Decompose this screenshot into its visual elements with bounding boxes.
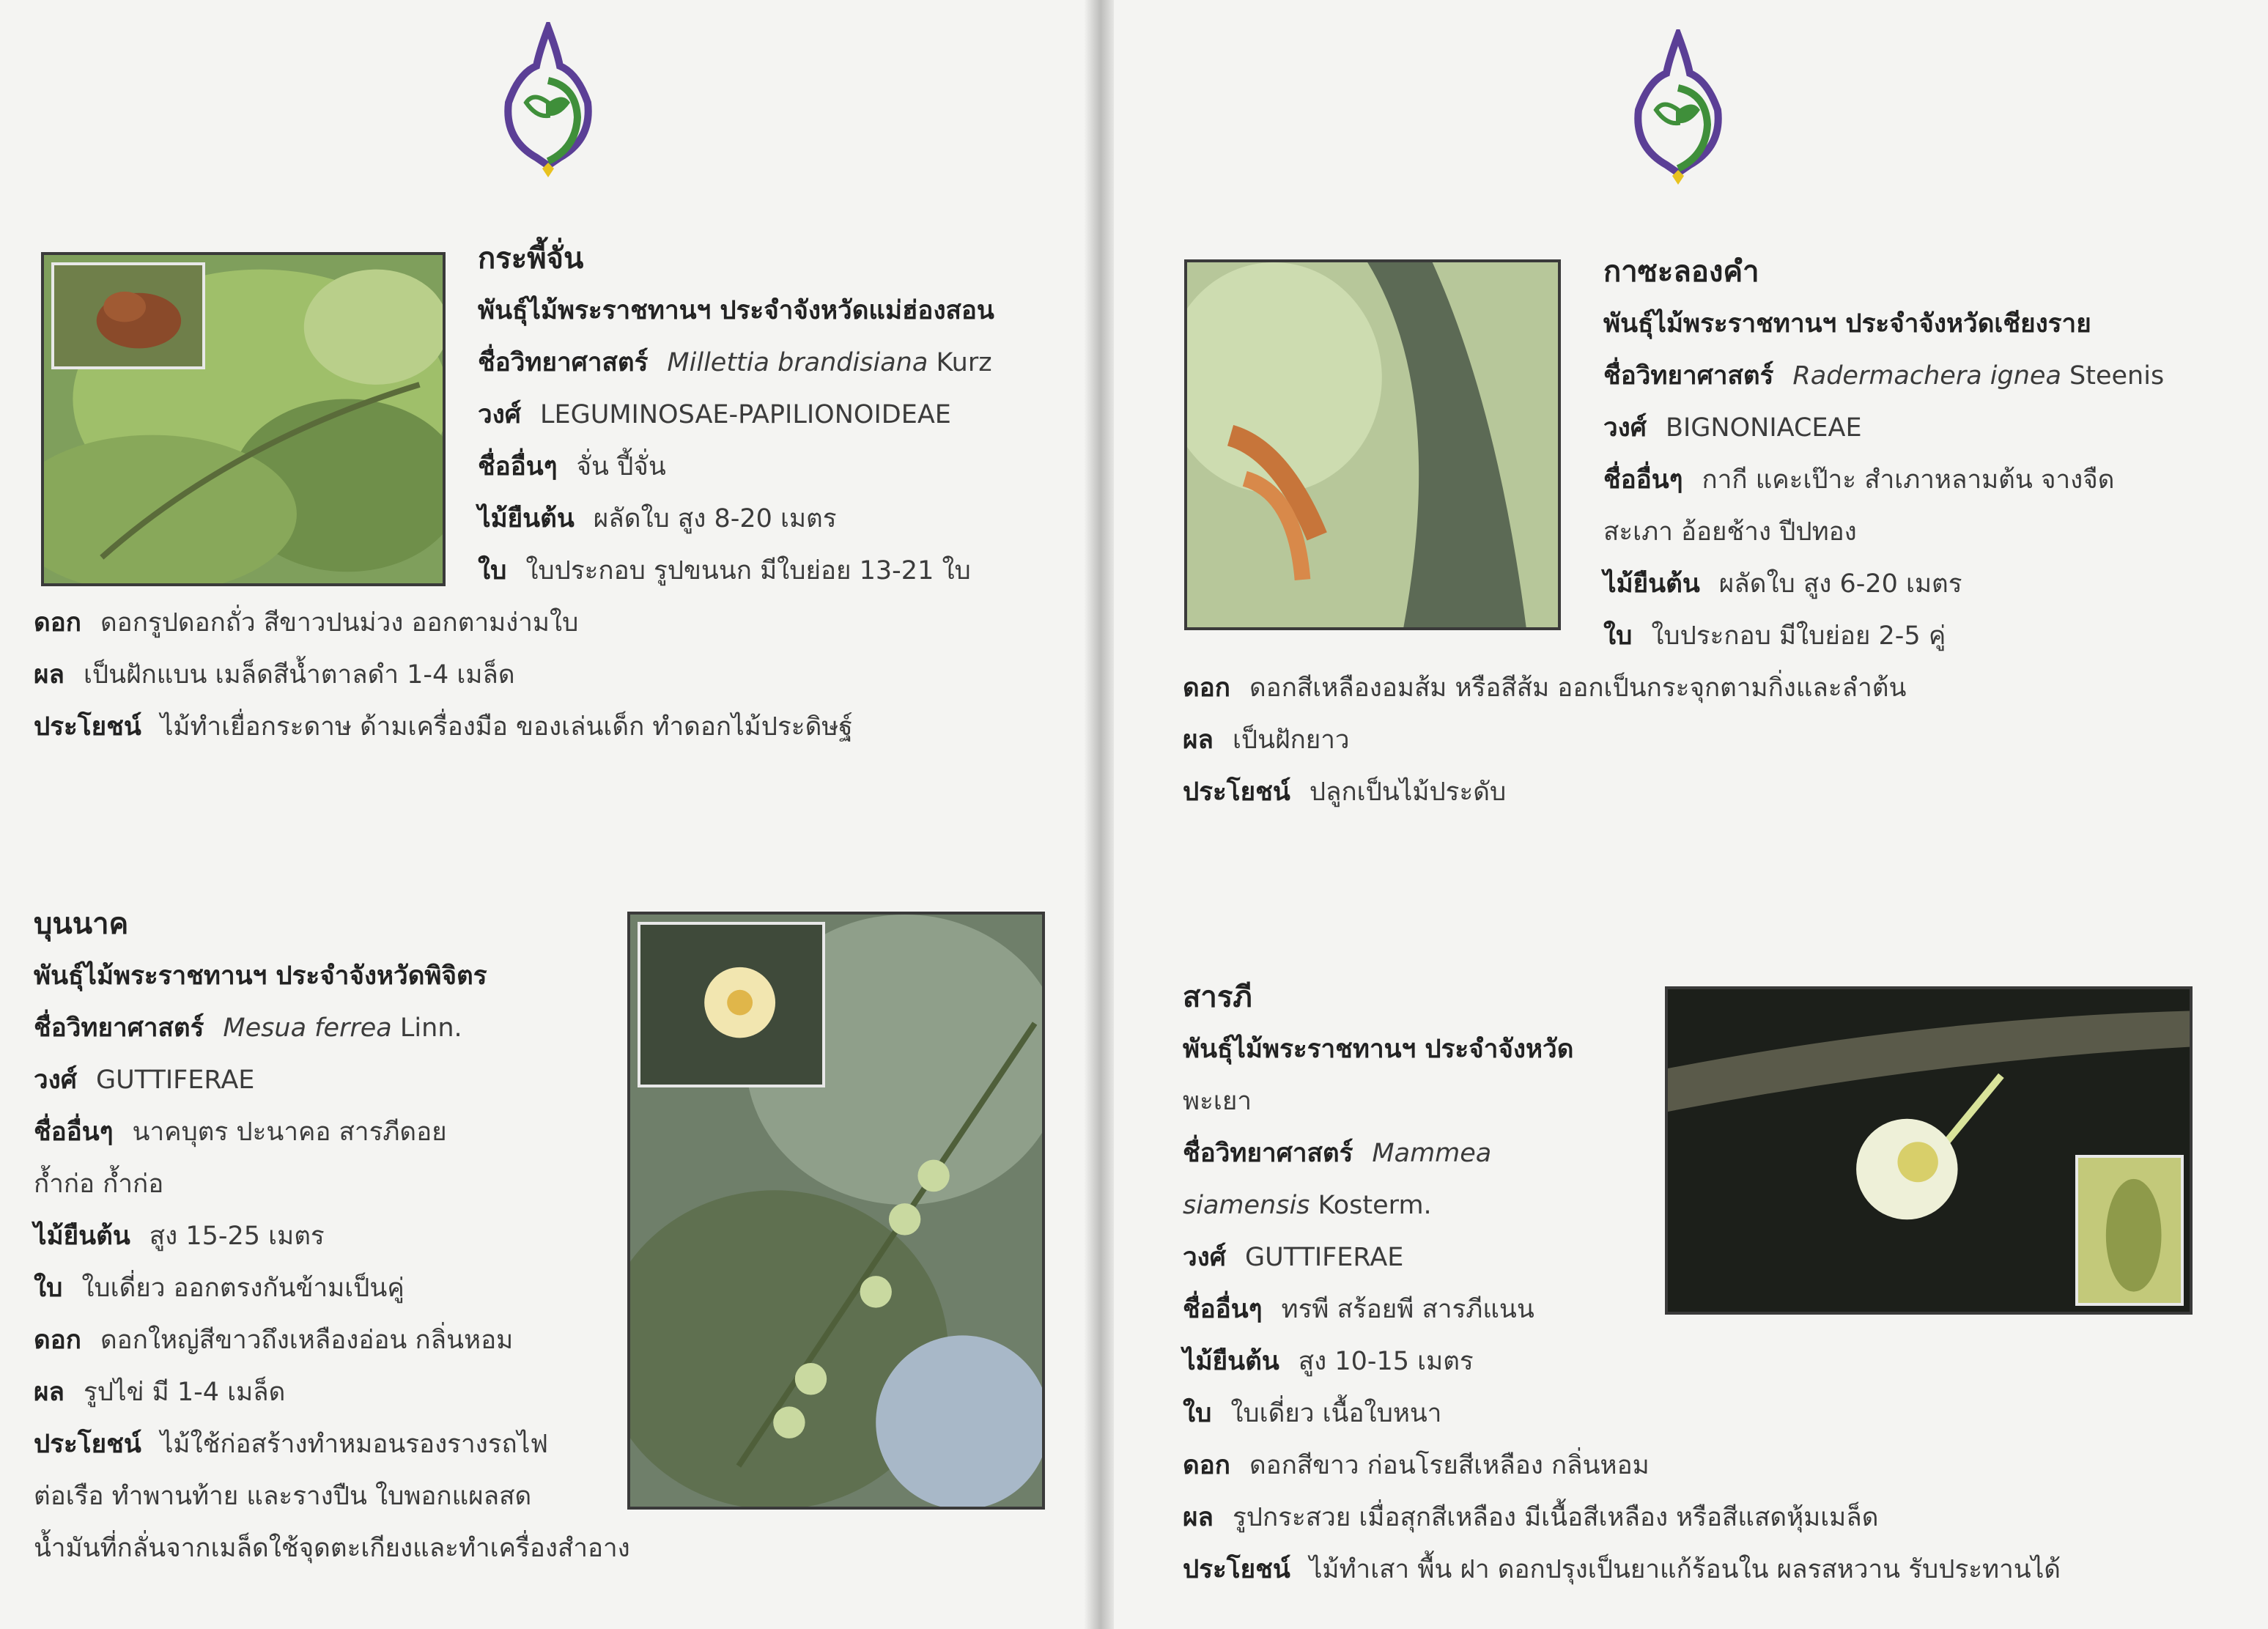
leaf-label: ใบ bbox=[1183, 1399, 1212, 1428]
family-label: วงศ์ bbox=[34, 1065, 77, 1095]
flower-label: ดอก bbox=[34, 608, 81, 638]
fruit-value: รูปไข่ มี 1-4 เมล็ด bbox=[83, 1378, 286, 1407]
sci-name: Mammea bbox=[1372, 1139, 1492, 1168]
flower-value: ดอกใหญ่สีขาวถึงเหลืองอ่อน กลิ่นหอม bbox=[100, 1326, 514, 1355]
habit-value: ผลัดใบ สูง 8-20 เมตร bbox=[593, 504, 837, 533]
leaf-label: ใบ bbox=[34, 1274, 63, 1303]
fruit-label: ผล bbox=[34, 1378, 64, 1407]
sci-name: Millettia brandisiana bbox=[667, 348, 928, 377]
habit-value: สูง 10-15 เมตร bbox=[1298, 1347, 1474, 1376]
habit-value: ผลัดใบ สูง 6-20 เมตร bbox=[1718, 569, 1962, 599]
sci-author: Steenis bbox=[2069, 361, 2165, 391]
left-page bbox=[0, 0, 1085, 1629]
entry-krapi-chan bbox=[0, 233, 1085, 753]
other-names-value-cont: ก้ำก่อ ก้ำก่อ bbox=[34, 1170, 164, 1199]
fruit-value: เป็นฝักยาว bbox=[1232, 725, 1350, 755]
other-names-value: กากี แคะเป๊าะ สำเภาหลามต้น จางจืด bbox=[1702, 465, 2115, 495]
use-label: ประโยชน์ bbox=[34, 1430, 141, 1459]
royal-emblem-icon bbox=[490, 22, 607, 183]
family-value: BIGNONIACEAE bbox=[1665, 413, 1862, 443]
leaf-label: ใบ bbox=[478, 556, 507, 586]
leaf-value: ใบเดี่ยว เนื้อใบหนา bbox=[1230, 1399, 1442, 1428]
other-names-value: จั่น ปี้จั่น bbox=[576, 452, 666, 481]
flower-value: ดอกสีเหลืองอมส้ม หรือสีส้ม ออกเป็นกระจุกตามกิ่งและลำต้น bbox=[1249, 673, 1907, 703]
use-label: ประโยชน์ bbox=[1183, 777, 1290, 807]
use-value-cont: น้ำมันที่กลั่นจากเมล็ดใช้จุดตะเกียงและทำเครื่องสำอาง bbox=[34, 1534, 630, 1563]
use-value-cont: ต่อเรือ ทำพานท้าย และรางปืน ใบพอกแผลสด bbox=[34, 1482, 532, 1511]
family-label: วงศ์ bbox=[1603, 413, 1647, 443]
leaf-value: ใบประกอบ มีใบย่อย 2-5 คู่ bbox=[1651, 621, 1946, 651]
other-names-label: ชื่ออื่นๆ bbox=[1603, 465, 1683, 495]
sci-author: Kurz bbox=[936, 348, 992, 377]
program-label: พันธุ์ไม้พระราชทานฯ ประจำจังหวัดเชียงราย bbox=[1603, 309, 2091, 339]
habit-label: ไม้ยืนต้น bbox=[478, 504, 575, 533]
family-value: LEGUMINOSAE-PAPILIONOIDEAE bbox=[539, 400, 951, 429]
program-label-cont: พะเยา bbox=[1183, 1087, 1252, 1116]
fruit-value: รูปกระสวย เมื่อสุกสีเหลือง มีเนื้อสีเหลือง หรือสีแสดหุ้มเมล็ด bbox=[1232, 1503, 1879, 1532]
flower-label: ดอก bbox=[1183, 1451, 1230, 1480]
other-names-value: ทรพี สร้อยพี สารภีแนน bbox=[1281, 1295, 1534, 1324]
sci-author: Linn. bbox=[399, 1013, 462, 1043]
habit-label: ไม้ยืนต้น bbox=[1603, 569, 1700, 599]
fruit-label: ผล bbox=[1183, 1503, 1214, 1532]
habit-label: ไม้ยืนต้น bbox=[1183, 1347, 1279, 1376]
other-names-label: ชื่ออื่นๆ bbox=[478, 452, 558, 481]
fruit-label: ผล bbox=[34, 660, 64, 690]
entry-title: กาซะลองคำ bbox=[1603, 255, 1759, 289]
other-names-label: ชื่ออื่นๆ bbox=[34, 1118, 114, 1147]
entry-title: กระพี้จั่น bbox=[478, 242, 584, 276]
use-value: ไม้ทำเสา พื้น ฝา ดอกปรุงเป็นยาแก้ร้อนใน ผลรสหวาน รับประทานได้ bbox=[1309, 1555, 2061, 1584]
family-value: GUTTIFERAE bbox=[95, 1065, 255, 1095]
other-names-label: ชื่ออื่นๆ bbox=[1183, 1295, 1263, 1324]
entry-title: บุนนาค bbox=[34, 907, 129, 941]
flower-label: ดอก bbox=[1183, 673, 1230, 703]
entry-saraphi bbox=[1114, 972, 2268, 1596]
entry-kasalong-kham bbox=[1114, 246, 2268, 819]
sci-label: ชื่อวิทยาศาสตร์ bbox=[478, 348, 649, 377]
program-label: พันธุ์ไม้พระราชทานฯ ประจำจังหวัด bbox=[1183, 1035, 1574, 1064]
flower-value: ดอกรูปดอกถั่ว สีขาวปนม่วง ออกตามง่ามใบ bbox=[100, 608, 579, 638]
family-label: วงศ์ bbox=[1183, 1243, 1226, 1272]
other-names-value: นาคบุตร ปะนาคอ สารภีดอย bbox=[132, 1118, 447, 1147]
use-label: ประโยชน์ bbox=[1183, 1555, 1290, 1584]
entry-title: สารภี bbox=[1183, 980, 1252, 1014]
leaf-value: ใบประกอบ รูปขนนก มีใบย่อย 13-21 ใบ bbox=[525, 556, 971, 586]
sci-author: Kosterm. bbox=[1318, 1191, 1432, 1220]
entry-bunnak bbox=[0, 898, 1085, 1575]
family-value: GUTTIFERAE bbox=[1244, 1243, 1404, 1272]
family-label: วงศ์ bbox=[478, 400, 521, 429]
program-label: พันธุ์ไม้พระราชทานฯ ประจำจังหวัดแม่ฮ่องสอน bbox=[478, 296, 994, 325]
sci-label: ชื่อวิทยาศาสตร์ bbox=[34, 1013, 204, 1043]
sci-label: ชื่อวิทยาศาสตร์ bbox=[1183, 1139, 1353, 1168]
use-value: ไม้ใช้ก่อสร้างทำหมอนรองรางรถไฟ bbox=[160, 1430, 549, 1459]
habit-label: ไม้ยืนต้น bbox=[34, 1222, 130, 1251]
sci-label: ชื่อวิทยาศาสตร์ bbox=[1603, 361, 1774, 391]
leaf-label: ใบ bbox=[1603, 621, 1633, 651]
flower-label: ดอก bbox=[34, 1326, 81, 1355]
sci-name-cont: siamensis bbox=[1183, 1191, 1310, 1220]
right-page bbox=[1114, 0, 2268, 1629]
book-gutter bbox=[1085, 0, 1114, 1629]
royal-emblem-icon bbox=[1619, 29, 1737, 191]
use-label: ประโยชน์ bbox=[34, 712, 141, 742]
fruit-label: ผล bbox=[1183, 725, 1214, 755]
program-label: พันธุ์ไม้พระราชทานฯ ประจำจังหวัดพิจิตร bbox=[34, 961, 487, 991]
habit-value: สูง 15-25 เมตร bbox=[149, 1222, 325, 1251]
sci-name: Mesua ferrea bbox=[223, 1013, 392, 1043]
fruit-value: เป็นฝักแบน เมล็ดสีน้ำตาลดำ 1-4 เมล็ด bbox=[83, 660, 515, 690]
other-names-value-cont: สะเภา อ้อยช้าง ปีปทอง bbox=[1603, 517, 1857, 547]
flower-value: ดอกสีขาว ก่อนโรยสีเหลือง กลิ่นหอม bbox=[1249, 1451, 1650, 1480]
leaf-value: ใบเดี่ยว ออกตรงกันข้ามเป็นคู่ bbox=[81, 1274, 405, 1303]
use-value: ไม้ทำเยื่อกระดาษ ด้ามเครื่องมือ ของเล่นเด็ก ทำดอกไม้ประดิษฐ์ bbox=[160, 712, 853, 742]
use-value: ปลูกเป็นไม้ประดับ bbox=[1309, 777, 1507, 807]
sci-name: Radermachera ignea bbox=[1792, 361, 2061, 391]
